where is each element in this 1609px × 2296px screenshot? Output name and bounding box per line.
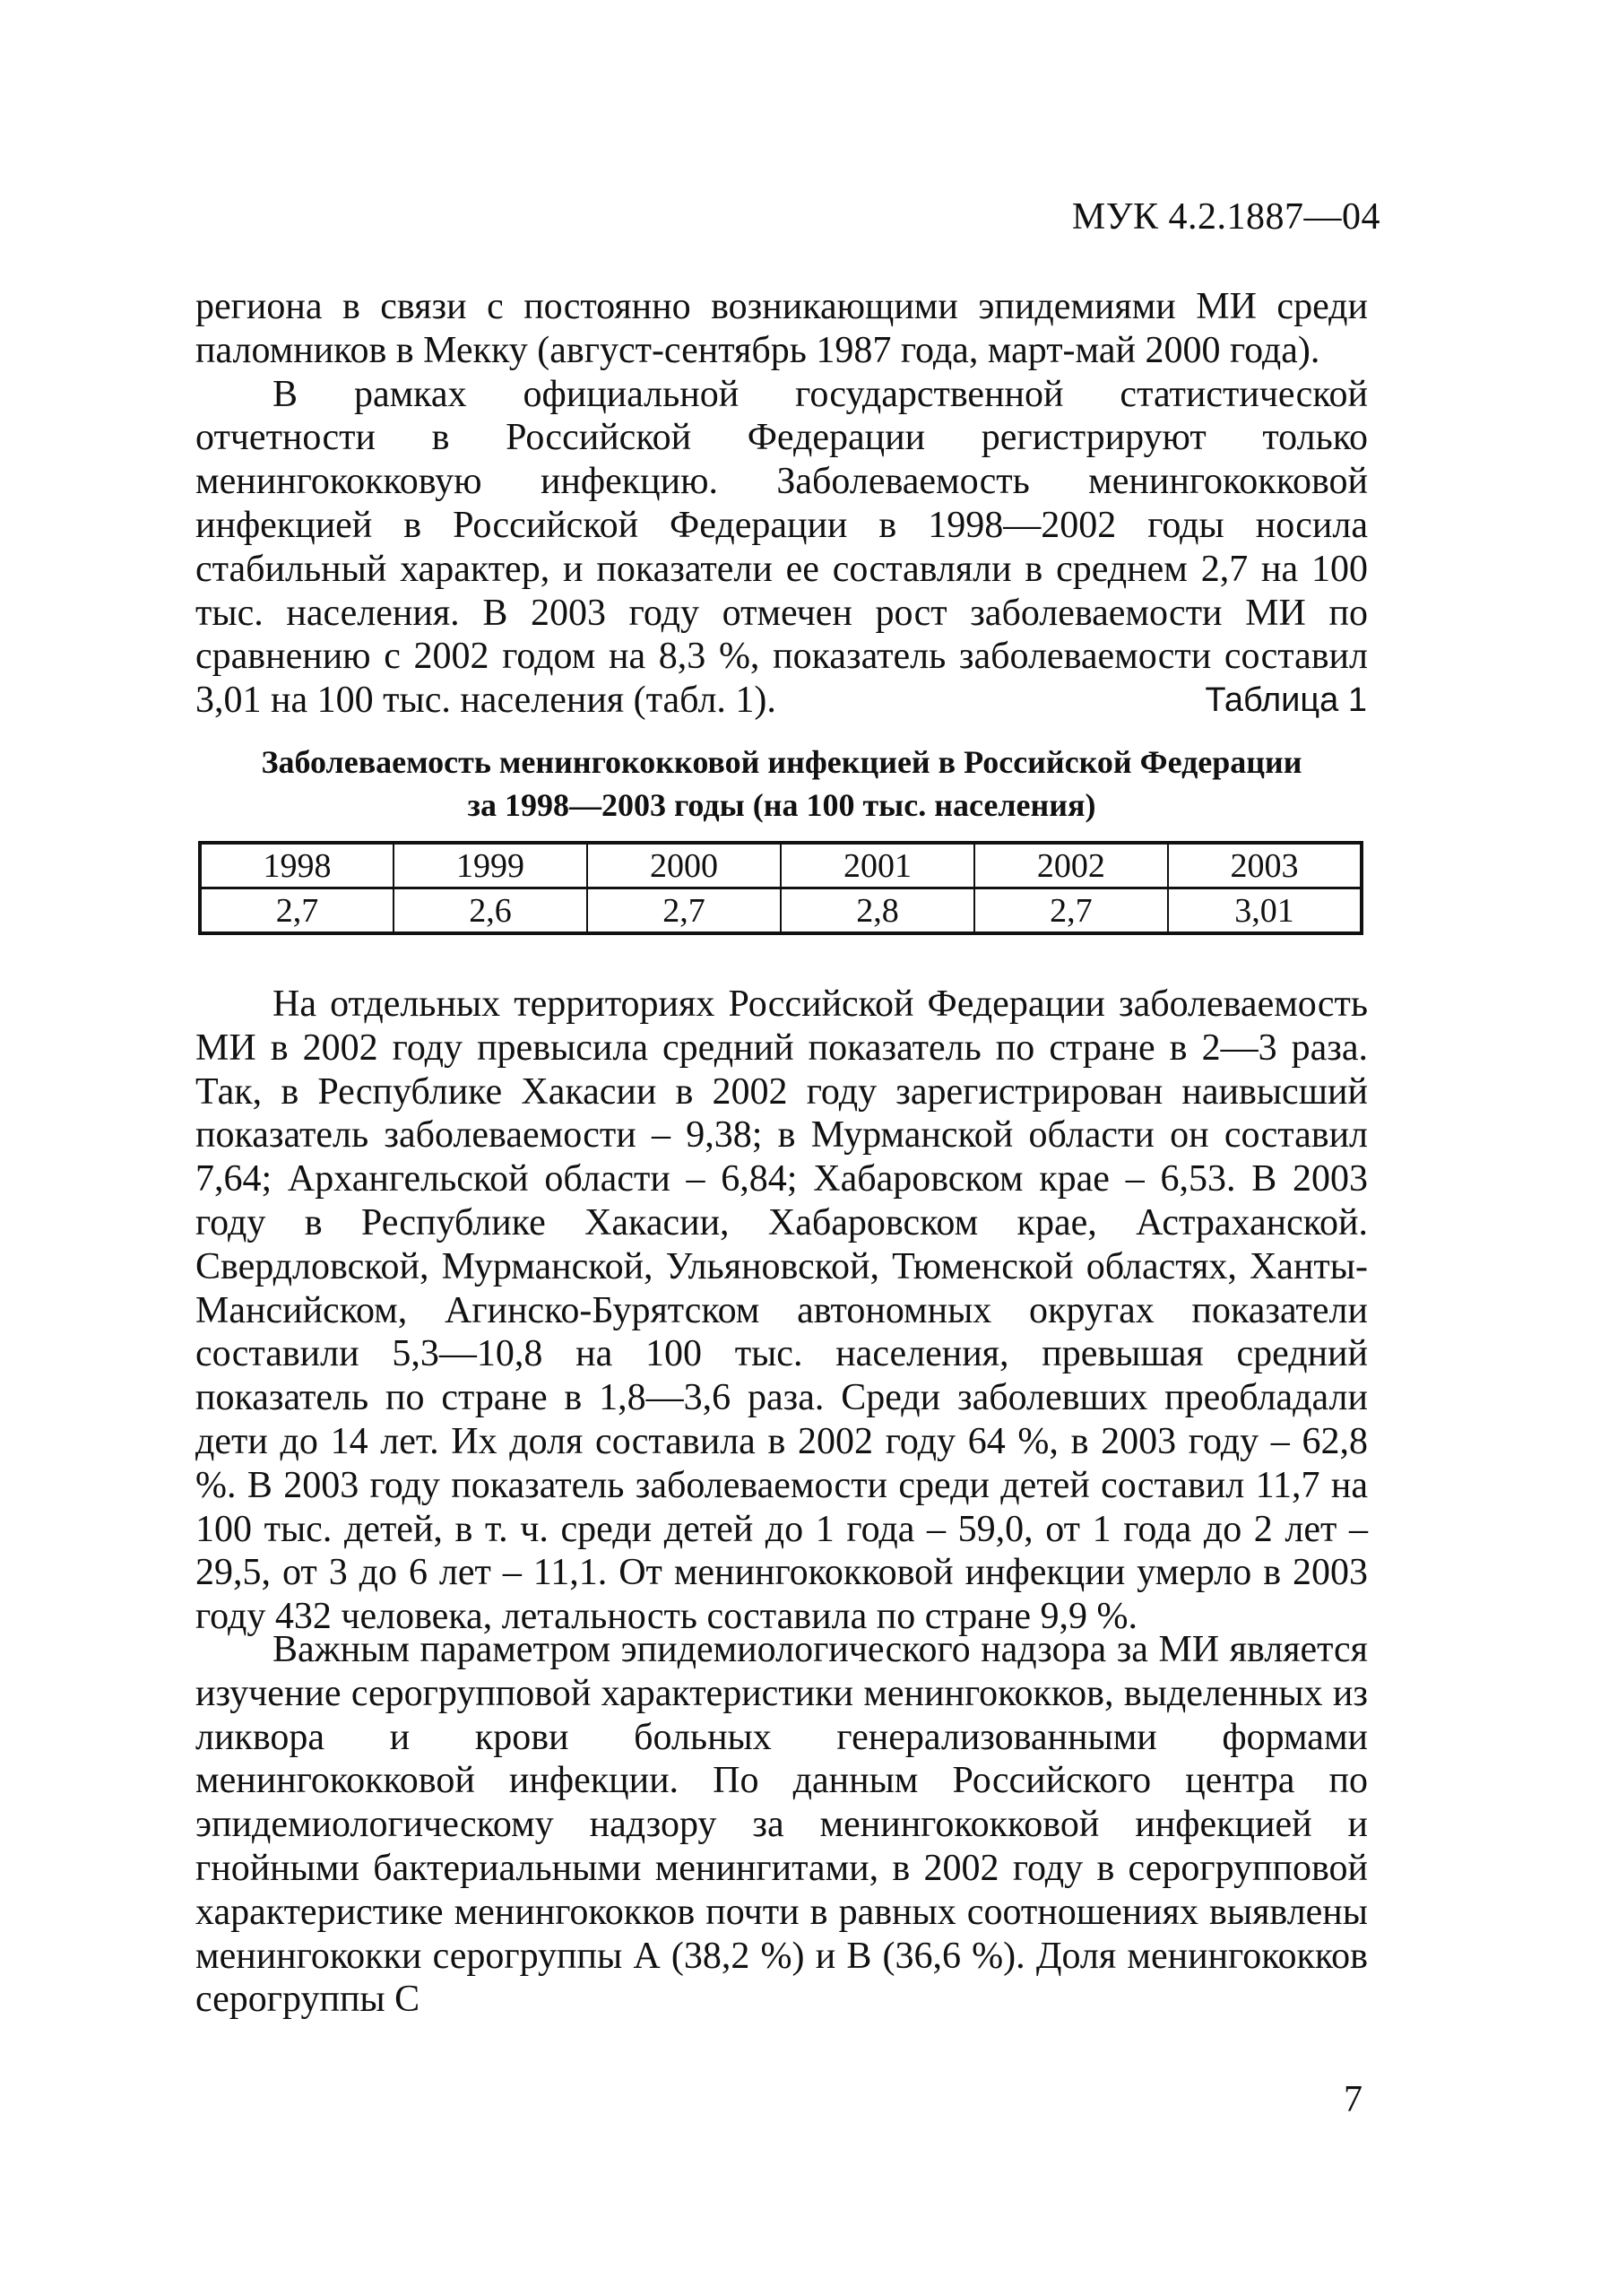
- incidence-table: [198, 841, 1363, 935]
- paragraph-continuation: региона в связи с постоянно возникающими эпидемиями МИ среди паломников в Мекку (август-сентябрь 1987 года, март-май 2000 года).: [195, 286, 1368, 371]
- paragraph-serogroups: Важным параметром эпидемиологического надзора за МИ является изучение серогрупповой характеристики менингококков, выделенных из ликвора и крови больных генерализованными формами менингококковой инфекции. По данным Российского центра по эпидемиологическому надзору за менингококковой инфекцией и гнойными бактериальными менингитами, в 2002 году в серогрупповой характеристике менингококков почти в равных соотношениях выявлены менингококки серогруппы А (38,2 %) и В (36,6 %). Доля менингококков серогруппы С: [195, 1629, 1368, 2021]
- year-cell: 1999: [394, 843, 587, 888]
- table-caption-line-2: за 1998—2003 годы (на 100 тыс. населения): [467, 787, 1096, 823]
- table-label: Таблица 1: [1205, 681, 1367, 719]
- value-cell: 3,01: [1168, 888, 1362, 934]
- year-cell: 2001: [781, 843, 974, 888]
- text-block-top: [195, 285, 1368, 723]
- year-cell: 2002: [974, 843, 1168, 888]
- text-block-middle: [195, 983, 1368, 1639]
- value-cell: 2,7: [974, 888, 1168, 934]
- table-caption-line-1: Заболеваемость менингококковой инфекцией в Российской Федерации: [261, 744, 1302, 780]
- value-cell: 2,8: [781, 888, 974, 934]
- document-code: МУК 4.2.1887—04: [1071, 196, 1380, 238]
- table-caption: [195, 741, 1368, 827]
- table-header-row: [200, 843, 1362, 888]
- text-block-bottom: [195, 1628, 1368, 2022]
- value-cell: 2,6: [394, 888, 587, 934]
- paragraph-territories: На отдельных территориях Российской Федерации заболеваемость МИ в 2002 году превысила средний показатель по стране в 2—3 раза. Так, в Республике Хакасии в 2002 году зарегистрирован наивысший показатель заболеваемости – 9,38; в Мурманской области он составил 7,64; Архангельской области – 6,84; Хабаровском крае – 6,53. В 2003 году в Республике Хакасии, Хабаровском крае, Астраханской. Свердловской, Мурманской, Ульяновской, Тюменской областях, Ханты-Мансийском, Агинско-Бурятском автономных округах показатели составили 5,3—10,8 на 100 тыс. населения, превышая средний показатель по стране в 1,8—3,6 раза. Среди заболевших преобладали дети до 14 лет. Их доля составила в 2002 году 64 %, в 2003 году – 62,8 %. В 2003 году показатель заболеваемости среди детей составил 11,7 на 100 тыс. детей, в т. ч. среди детей до 1 года – 59,0, от 1 года до 2 лет – 29,5, от 3 до 6 лет – 11,1. От менингококковой инфекции умерло в 2003 году 432 человека, летальность составила по стране 9,9 %.: [195, 983, 1368, 1638]
- table-value-row: [200, 888, 1362, 934]
- value-cell: 2,7: [587, 888, 781, 934]
- year-cell: 2000: [587, 843, 781, 888]
- value-cell: 2,7: [200, 888, 394, 934]
- paragraph-statistics: В рамках официальной государственной статистической отчетности в Российской Федерации регистрируют только менингококковую инфекцию. Заболеваемость менингококковой инфекцией в Российской Федерации в 1998—2002 годы носила стабильный характер, и показатели ее составляли в среднем 2,7 на 100 тыс. населения. В 2003 году отмечен рост заболеваемости МИ по сравнению с 2002 годом на 8,3 %, показатель заболеваемости составил 3,01 на 100 тыс. населения (табл. 1).: [195, 373, 1368, 722]
- page-number: 7: [1344, 2079, 1362, 2120]
- year-cell: 2003: [1168, 843, 1362, 888]
- year-cell: 1998: [200, 843, 394, 888]
